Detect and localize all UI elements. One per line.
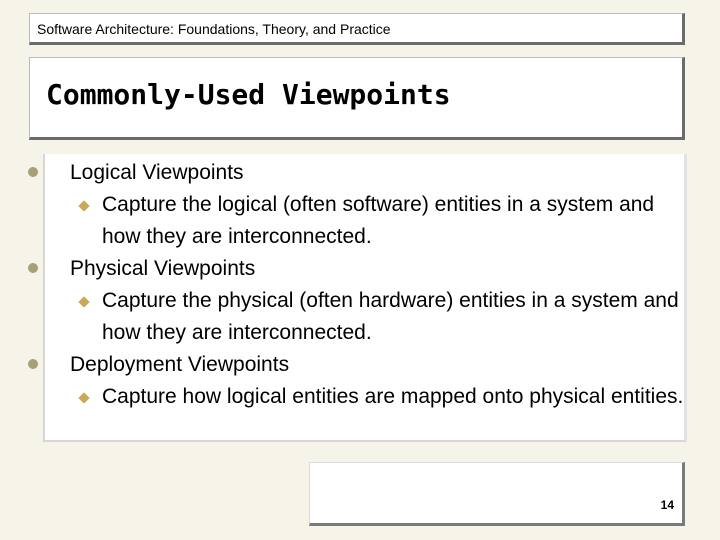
sub-bullet-text: Capture how logical entities are mapped onto physical entities. — [102, 385, 684, 408]
bullet-item-deployment — [28, 349, 688, 413]
sub-bullet-text: Capture the physical (often hardware) entities in a system and how they are interconnected. — [102, 289, 679, 344]
title-frame — [29, 57, 685, 140]
page-number: 14 — [660, 498, 674, 512]
bullet-list — [28, 157, 688, 413]
header-bar — [29, 13, 685, 45]
round-dot-icon — [28, 359, 38, 369]
slide-title: Commonly-Used Viewpoints — [46, 78, 451, 111]
bullet-item-physical — [28, 253, 688, 349]
bullet-label: Physical Viewpoints — [70, 257, 256, 280]
sub-bullet-item — [70, 189, 688, 253]
diamond-icon — [78, 200, 89, 211]
sub-bullet-text: Capture the logical (often software) entities in a system and how they are interconnected. — [102, 193, 655, 248]
diamond-icon — [78, 392, 89, 403]
bullet-label: Logical Viewpoints — [70, 161, 244, 184]
course-title: Software Architecture: Foundations, Theory, and Practice — [37, 21, 391, 37]
bullet-item-logical — [28, 157, 688, 253]
diamond-icon — [78, 296, 89, 307]
round-dot-icon — [28, 263, 38, 273]
footer-frame — [309, 462, 685, 526]
round-dot-icon — [28, 167, 38, 177]
bullet-label: Deployment Viewpoints — [70, 353, 290, 376]
sub-bullet-item — [70, 381, 688, 413]
sub-bullet-item — [70, 285, 688, 349]
